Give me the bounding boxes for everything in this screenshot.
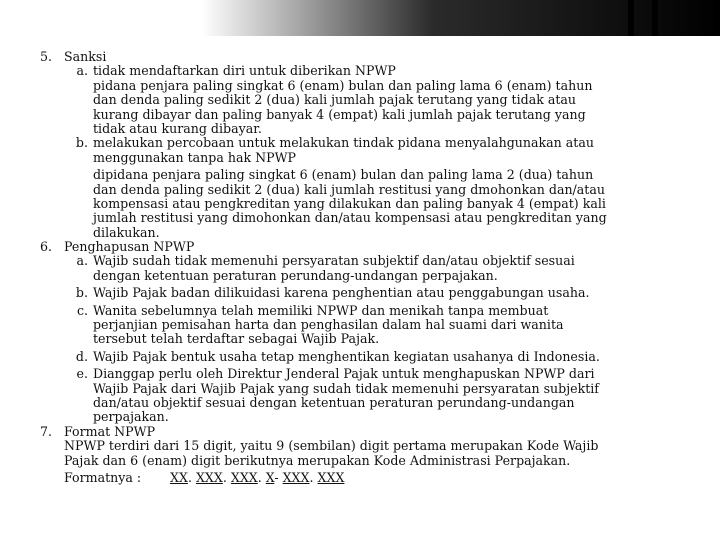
item-text: dilakukan. xyxy=(93,224,160,240)
list-item xyxy=(0,64,720,78)
item-label: b. xyxy=(75,285,88,301)
format-separator: . xyxy=(222,469,231,485)
paragraph-text: NPWP terdiri dari 15 digit, yaitu 9 (sembilan) digit pertama merupakan Kode Wajib xyxy=(64,438,599,454)
header-stripe-2 xyxy=(652,0,658,36)
format-part: XXX xyxy=(282,469,310,485)
item-text: melakukan percobaan untuk melakukan tindak pidana menyalahgunakan atau xyxy=(93,135,594,151)
item-text: dan denda paling sedikit 2 (dua) kali jumlah pajak terutang yang tidak atau xyxy=(93,92,577,108)
section-number: 7. xyxy=(40,423,53,439)
item-text: Wajib sudah tidak memenuhi persyaratan subjektif dan/atau objektif sesuai xyxy=(93,253,575,269)
format-part: XXX xyxy=(195,469,223,485)
item-text: dan/atau objektif sesuai dengan ketentuan peraturan perundang-undangan xyxy=(93,394,575,410)
slide-header-bar xyxy=(0,0,720,36)
item-text: tidak atau kurang dibayar. xyxy=(93,120,262,136)
section-5-heading xyxy=(0,50,720,64)
format-separator: . xyxy=(257,469,266,485)
format-part: X xyxy=(265,469,275,485)
npwp-format xyxy=(170,471,344,485)
item-label: d. xyxy=(75,348,88,364)
item-text: Wanita sebelumnya telah memiliki NPWP dan menikah tanpa membuat xyxy=(93,302,549,318)
item-label: a. xyxy=(76,253,88,269)
item-text: kurang dibayar dan paling banyak 4 (empat) kali jumlah pajak terutang yang xyxy=(93,106,586,122)
list-item xyxy=(0,136,720,150)
item-text: tersebut telah terdaftar sebagai Wajib Pajak. xyxy=(93,331,380,347)
list-item xyxy=(0,367,720,381)
item-text: pidana penjara paling singkat 6 (enam) bulan dan paling lama 6 (enam) tahun xyxy=(93,77,593,93)
header-stripe-1 xyxy=(628,0,634,36)
item-text: perjanjian pemisahan harta dan penghasilan dalam hal suami dari wanita xyxy=(93,317,564,333)
format-part: XX xyxy=(170,469,188,485)
paragraph-text: Pajak dan 6 (enam) digit berikutnya merupakan Kode Administrasi Perpajakan. xyxy=(64,452,571,468)
format-label: Formatnya : xyxy=(64,469,142,485)
item-text: perpajakan. xyxy=(93,409,169,425)
item-text: dipidana penjara paling singkat 6 (enam) bulan dan paling lama 2 (dua) tahun xyxy=(93,167,594,183)
list-item xyxy=(0,350,720,364)
item-label: c. xyxy=(76,302,88,318)
format-separator: . xyxy=(309,469,318,485)
item-label: a. xyxy=(76,63,88,79)
item-text: jumlah restitusi yang dimohonkan dan/atau kompensasi atau pengkreditan yang xyxy=(93,210,607,226)
section-6-heading xyxy=(0,240,720,254)
npwp-format-line xyxy=(0,471,720,485)
item-text: Dianggap perlu oleh Direktur Jenderal Pajak untuk menghapuskan NPWP dari xyxy=(93,366,595,382)
section-number: 6. xyxy=(40,239,53,255)
item-text: menggunakan tanpa hak NPWP xyxy=(93,149,297,165)
item-text: dan denda paling sedikit 2 (dua) kali jumlah restitusi yang dmohonkan dan/atau xyxy=(93,181,605,197)
format-part: XXX xyxy=(317,469,345,485)
list-item xyxy=(0,286,720,300)
format-separator: . xyxy=(187,469,196,485)
slide-body xyxy=(0,50,720,485)
item-text: Wajib Pajak dari Wajib Pajak yang sudah tidak memenuhi persyaratan subjektif xyxy=(93,380,599,396)
item-text: kompensasi atau pengkreditan yang dilakukan dan paling banyak 4 (empat) kali xyxy=(93,195,606,211)
item-label: e. xyxy=(76,366,88,382)
section-7-heading xyxy=(0,425,720,439)
item-text: tidak mendaftarkan diri untuk diberikan NPWP xyxy=(93,63,396,79)
item-text: dengan ketentuan peraturan perundang-undangan perpajakan. xyxy=(93,267,498,283)
section-title: Format NPWP xyxy=(64,423,156,439)
format-separator: - xyxy=(274,469,283,485)
item-text: Wajib Pajak badan dilikuidasi karena penghentian atau penggabungan usaha. xyxy=(93,285,590,301)
section-number: 5. xyxy=(40,49,53,64)
section-title: Sanksi xyxy=(64,49,107,64)
item-label: b. xyxy=(75,135,88,151)
list-item xyxy=(0,304,720,318)
format-part: XXX xyxy=(230,469,258,485)
item-text: Wajib Pajak bentuk usaha tetap menghentikan kegiatan usahanya di Indonesia. xyxy=(93,348,600,364)
list-item xyxy=(0,254,720,268)
section-title: Penghapusan NPWP xyxy=(64,239,195,255)
